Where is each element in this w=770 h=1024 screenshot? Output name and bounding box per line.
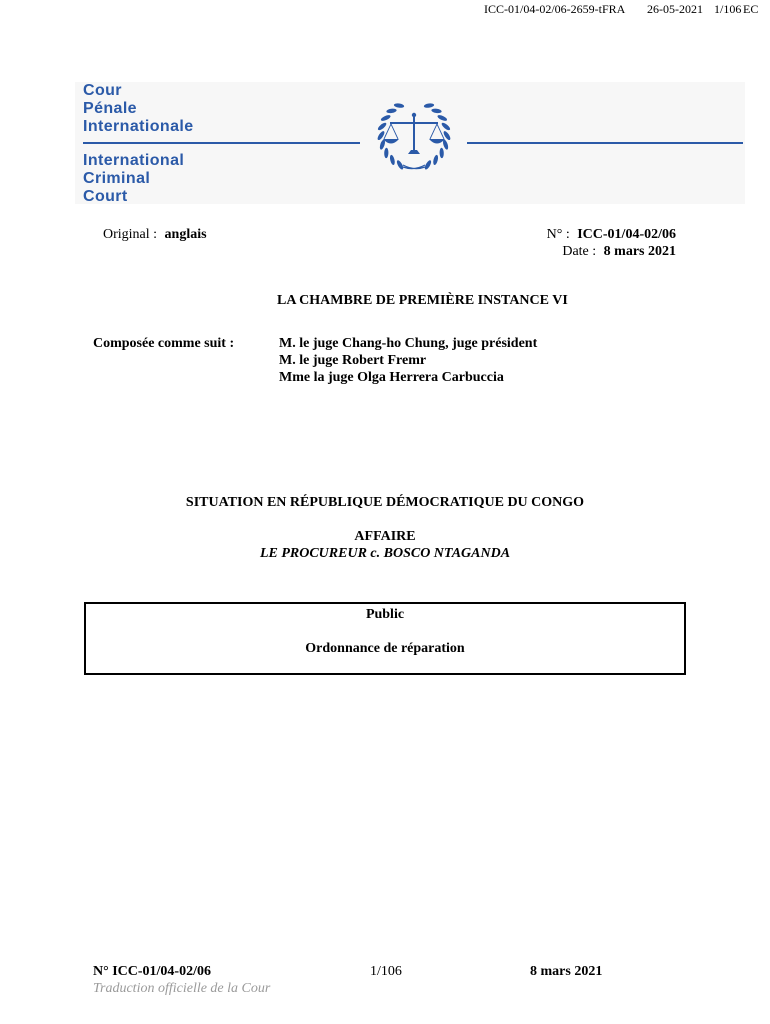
judge-2: M. le juge Robert Fremr <box>279 353 427 368</box>
scales-base <box>408 150 420 154</box>
header-date: 26-05-2021 <box>647 2 703 16</box>
composition-label: Composée comme suit : <box>93 336 235 351</box>
laurel-leaf <box>441 122 452 132</box>
case-label: AFFAIRE <box>354 529 416 544</box>
laurel-leaf <box>424 103 435 109</box>
laurel-leaf <box>380 114 391 122</box>
left-pan <box>383 139 399 144</box>
case-number-line <box>547 226 676 243</box>
laurel-leaf <box>432 154 439 165</box>
logo-left-rule <box>83 142 360 144</box>
scales-beam <box>390 122 438 124</box>
case-title: LE PROCUREUR c. BOSCO NTAGANDA <box>259 546 511 561</box>
scales-post <box>413 116 415 153</box>
logo-fr-line-1: Cour <box>83 82 122 99</box>
logo-fr-line-3: Internationale <box>83 118 194 135</box>
original-label: Original : <box>103 227 158 242</box>
footer-page-number: 1/106 <box>370 964 402 979</box>
header-doc-id: ICC-01/04-02/06-2659-tFRA <box>484 2 626 16</box>
laurel-leaf <box>439 148 444 159</box>
laurel-leaf <box>394 103 405 109</box>
footer-case-number: N° ICC-01/04-02/06 <box>93 964 211 979</box>
header-page: 1/106 <box>714 2 742 16</box>
logo-right-rule <box>467 142 743 144</box>
official-translation-note: Traduction officielle de la Cour <box>93 981 271 996</box>
case-number-value: ICC-01/04-02/06 <box>577 227 676 242</box>
scales-laurel-wreath-icon <box>365 95 463 173</box>
logo-en-line-2: Criminal <box>83 170 151 187</box>
date-label: Date : <box>562 244 597 259</box>
case-number-label: N° : <box>546 227 570 242</box>
laurel-leaf <box>437 114 448 122</box>
right-pan-chains <box>430 124 444 139</box>
header-code: EC <box>743 2 759 16</box>
laurel-leaf <box>389 154 396 165</box>
footer-date: 8 mars 2021 <box>530 964 603 979</box>
logo-fr-line-2: Pénale <box>83 100 137 117</box>
left-pan-chains <box>384 124 398 139</box>
logo-en-line-1: International <box>83 152 185 169</box>
logo-en-line-3: Court <box>83 188 128 205</box>
chamber-title: LA CHAMBRE DE PREMIÈRE INSTANCE VI <box>277 293 568 308</box>
date-line <box>547 243 676 260</box>
right-pan <box>429 139 445 144</box>
laurel-leaf <box>431 108 442 114</box>
scales-of-justice <box>383 113 445 154</box>
document-classification-box <box>84 602 686 675</box>
document-title: Ordonnance de réparation <box>305 641 465 656</box>
date-value: 8 mars 2021 <box>603 244 676 259</box>
document-reference <box>547 226 676 260</box>
judge-1: M. le juge Chang-ho Chung, juge président <box>279 336 538 351</box>
original-language <box>103 226 207 243</box>
laurel-leaf <box>386 108 397 114</box>
laurel-leaf <box>377 122 388 132</box>
judge-3: Mme la juge Olga Herrera Carbuccia <box>279 370 504 385</box>
wreath-stems <box>403 165 425 169</box>
situation-title: SITUATION EN RÉPUBLIQUE DÉMOCRATIQUE DU CONGO <box>185 495 585 510</box>
laurel-leaf <box>384 148 389 159</box>
original-value: anglais <box>164 227 207 242</box>
classification: Public <box>365 607 405 622</box>
